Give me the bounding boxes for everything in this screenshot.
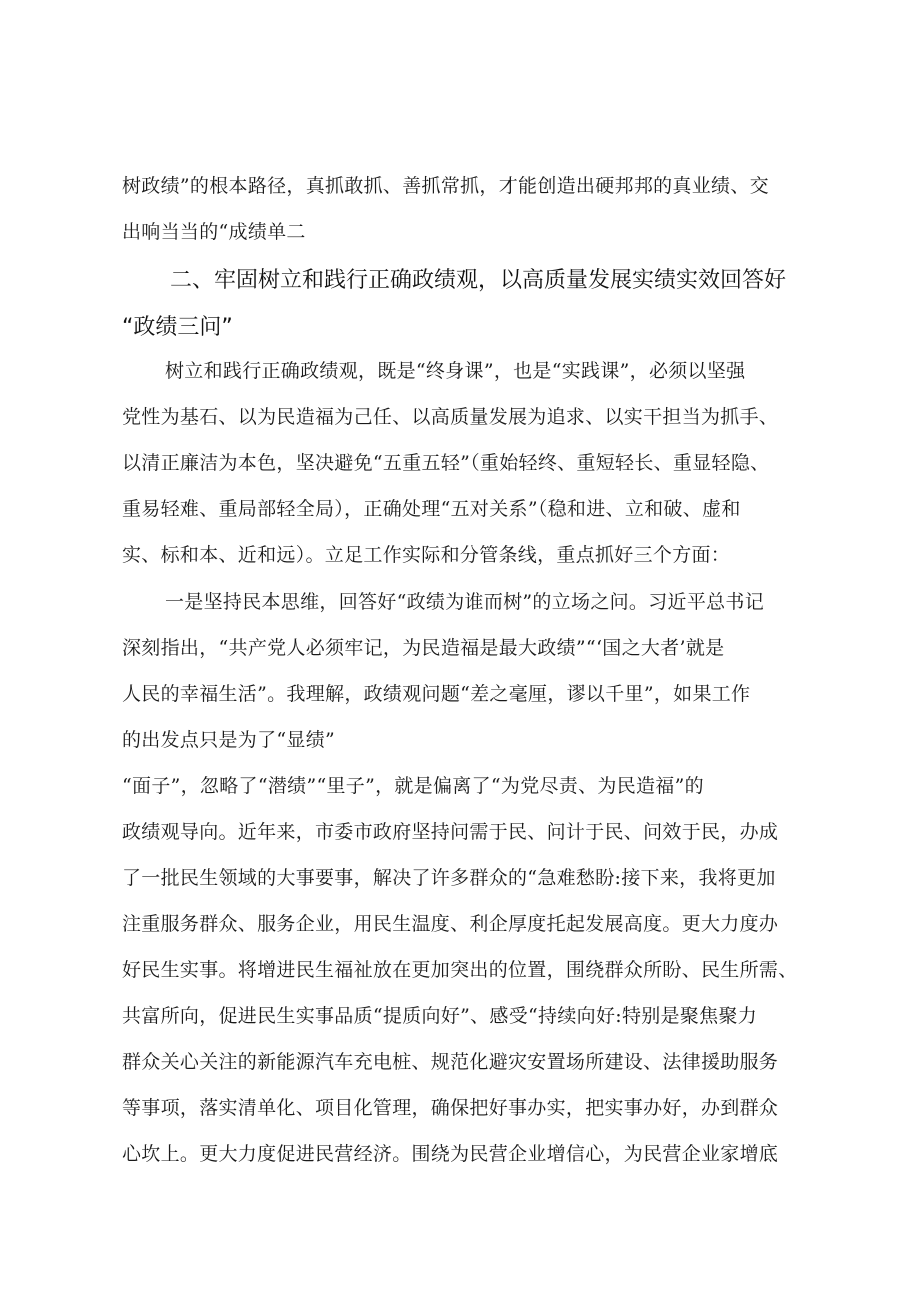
section-heading: 二、牢固树立和践行正确政绩观，以高质量发展实绩实效回答好 (170, 268, 787, 293)
paragraph-line: 树立和践行正确政绩观，既是“终身课”，也是“实践课”，必须以坚强 (165, 360, 746, 382)
paragraph-line: 注重服务群众、服务企业，用民生温度、利企厚度托起发展高度。更大力度办 (122, 913, 779, 935)
paragraph-line: 等事项，落实清单化、项目化管理，确保把好事办实，把实事办好，办到群众 (122, 1097, 779, 1119)
paragraph-line: 心坎上。更大力度促进民营经济。围绕为民营企业增信心，为民营企业家增底 (122, 1143, 779, 1165)
paragraph-line: “面子”，忽略了“潜绩”“里子”，就是偏离了“为党尽责、为民造福”的 (122, 775, 704, 797)
paragraph-line: 的出发点只是为了“显绩” (122, 729, 336, 751)
paragraph-line: 实、标和本、近和远）。立足工作实际和分管条线，重点抓好三个方面： (122, 544, 731, 566)
paragraph-line: 好民生实事。将增进民生福祉放在更加突出的位置，围绕群众所盼、民生所需、 (122, 959, 798, 981)
paragraph-line: 深刻指出，“共产党人必须牢记，为民造福是最大政绩”“‘国之大者’就是 (122, 637, 725, 659)
paragraph-line: 一是坚持民本思维，回答好“政绩为谁而树”的立场之问。习近平总书记 (165, 591, 765, 613)
paragraph-line: 党性为基石、以为民造福为己任、以高质量发展为追求、以实干担当为抓手、 (122, 406, 779, 428)
paragraph-line: 人民的幸福生活”。我理解，政绩观问题“差之毫厘，谬以千里”，如果工作 (122, 683, 751, 705)
paragraph-line: 以清正廉洁为本色，坚决避免“五重五轻”（重始轻终、重短轻长、重显轻隐、 (122, 452, 770, 474)
paragraph-line: 出响当当的“成绩单二 (122, 221, 306, 243)
paragraph-line: 共富所向，促进民生实事品质“提质向好”、感受“持续向好:特别是聚焦聚力 (122, 1005, 758, 1027)
paragraph-line: 重易轻难、重局部轻全局），正确处理“五对关系”（稳和进、立和破、虚和 (122, 498, 741, 520)
paragraph-line: 群众关心关注的新能源汽车充电桩、规范化避灾安置场所建设、法律援助服务 (122, 1051, 779, 1073)
paragraph-line: 了一批民生领域的大事要事，解决了许多群众的“急难愁盼:接下来，我将更加 (122, 867, 776, 889)
paragraph-line: 政绩观导向。近年来，市委市政府坚持问需于民、问计于民、问效于民，办成 (122, 821, 779, 843)
paragraph-line: 树政绩”的根本路径，真抓敢抓、善抓常抓，才能创造出硬邦邦的真业绩、交 (122, 175, 769, 197)
section-heading-continued: “政绩三问” (122, 315, 233, 340)
